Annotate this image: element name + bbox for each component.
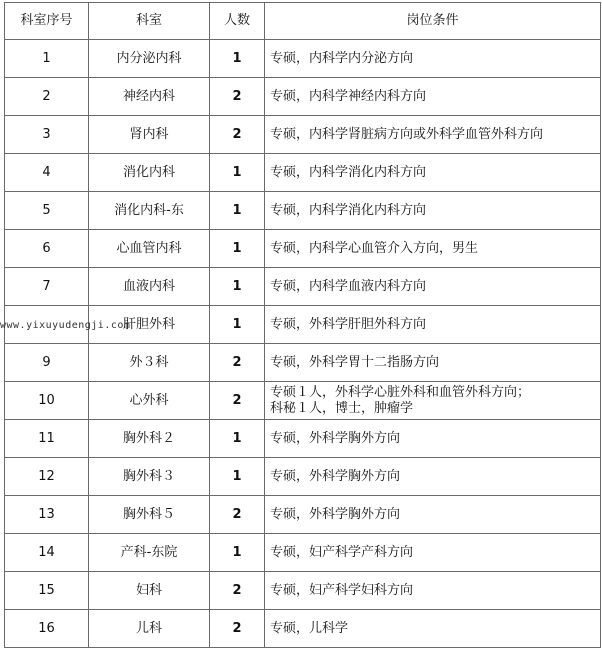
row-no: 10 [5, 382, 89, 420]
row-no: 16 [5, 610, 89, 648]
row-conditions [265, 382, 601, 420]
row-dept: 血液内科 [89, 268, 210, 306]
row-conditions: 专硕，内科学神经内科方向 [265, 78, 601, 116]
row-count: 1 [210, 420, 265, 458]
table-row [5, 192, 601, 230]
row-conditions: 专硕，内科学消化内科方向 [265, 192, 601, 230]
row-no: 6 [5, 230, 89, 268]
row-count: 2 [210, 344, 265, 382]
row-dept: 产科-东院 [89, 534, 210, 572]
row-conditions-line1: 专硕１人，外科学心脏外科和血管外科方向； [270, 384, 531, 400]
row-dept: 外３科 [89, 344, 210, 382]
header-row [5, 3, 601, 40]
row-no: 3 [5, 116, 89, 154]
header-dept: 科室 [89, 3, 210, 40]
row-count: 1 [210, 458, 265, 496]
row-conditions: 专硕，内科学血液内科方向 [265, 268, 601, 306]
row-no: 5 [5, 192, 89, 230]
row-dept: 胸外科５ [89, 496, 210, 534]
row-no: 7 [5, 268, 89, 306]
row-count: 1 [210, 40, 265, 78]
row-dept: 胸外科２ [89, 420, 210, 458]
table-row [5, 458, 601, 496]
table-row [5, 40, 601, 78]
row-conditions-line2: 科秘１人，博士，肿瘤学 [270, 400, 414, 416]
header-conditions: 岗位条件 [265, 3, 601, 40]
row-dept: 心外科 [89, 382, 210, 420]
row-conditions: 专硕，妇产科学妇科方向 [265, 572, 601, 610]
row-count: 1 [210, 306, 265, 344]
row-count: 2 [210, 382, 265, 420]
row-no: 4 [5, 154, 89, 192]
row-conditions: 专硕，外科学胸外方向 [265, 458, 601, 496]
row-conditions: 专硕，外科学胃十二指肠方向 [265, 344, 601, 382]
row-dept: 妇科 [89, 572, 210, 610]
header-dept-no: 科室序号 [5, 3, 89, 40]
table-row [5, 268, 601, 306]
table-row [5, 344, 601, 382]
row-count: 2 [210, 496, 265, 534]
row-dept: 消化内科 [89, 154, 210, 192]
row-count: 2 [210, 78, 265, 116]
row-conditions: 专硕，外科学肝胆外科方向 [265, 306, 601, 344]
table-row [5, 116, 601, 154]
watermark-text: www.yixuyudengji.com [0, 320, 131, 331]
row-no: 1 [5, 40, 89, 78]
table-row [5, 382, 601, 420]
row-count: 1 [210, 230, 265, 268]
row-no: 12 [5, 458, 89, 496]
table-row [5, 534, 601, 572]
row-dept: 胸外科３ [89, 458, 210, 496]
table-row [5, 496, 601, 534]
row-conditions: 专硕，内科学心血管介入方向，男生 [265, 230, 601, 268]
table-row [5, 230, 601, 268]
table-row [5, 78, 601, 116]
table-row [5, 610, 601, 648]
row-dept: 儿科 [89, 610, 210, 648]
row-count: 1 [210, 268, 265, 306]
row-dept: 肝胆外科 [89, 306, 210, 344]
row-count: 1 [210, 534, 265, 572]
table-row [5, 572, 601, 610]
row-conditions: 专硕，外科学胸外方向 [265, 420, 601, 458]
row-count: 1 [210, 192, 265, 230]
row-count: 2 [210, 610, 265, 648]
row-dept: 神经内科 [89, 78, 210, 116]
row-no: 2 [5, 78, 89, 116]
row-dept: 消化内科-东 [89, 192, 210, 230]
row-conditions: 专硕，内科学消化内科方向 [265, 154, 601, 192]
row-count: 2 [210, 116, 265, 154]
row-conditions: 专硕，内科学内分泌方向 [265, 40, 601, 78]
row-no: 9 [5, 344, 89, 382]
row-conditions: 专硕，内科学肾脏病方向或外科学血管外科方向 [265, 116, 601, 154]
row-dept: 内分泌内科 [89, 40, 210, 78]
row-count: 2 [210, 572, 265, 610]
table-row [5, 420, 601, 458]
row-no: 15 [5, 572, 89, 610]
row-dept: 肾内科 [89, 116, 210, 154]
row-dept: 心血管内科 [89, 230, 210, 268]
row-no: 14 [5, 534, 89, 572]
row-conditions: 专硕，儿科学 [265, 610, 601, 648]
row-conditions: 专硕，妇产科学产科方向 [265, 534, 601, 572]
row-count: 1 [210, 154, 265, 192]
row-no: 13 [5, 496, 89, 534]
row-no: 11 [5, 420, 89, 458]
table-row [5, 154, 601, 192]
header-count: 人数 [210, 3, 265, 40]
row-conditions: 专硕，外科学胸外方向 [265, 496, 601, 534]
